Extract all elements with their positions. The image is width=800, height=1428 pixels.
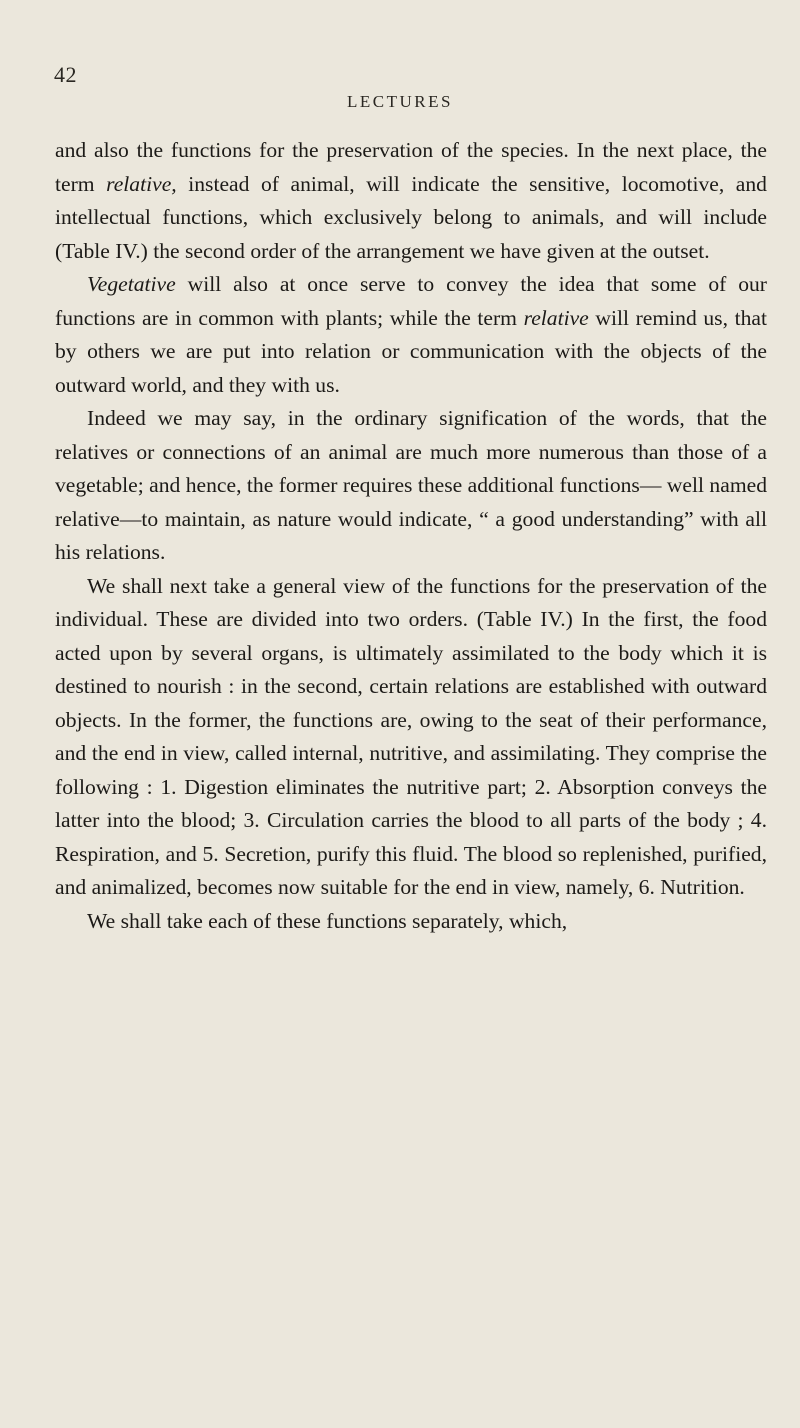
text-segment: instead of animal, will indicate the sensitive, locomotive, and intellectual functions, which exclusively belong to animals, and will include (Table IV.) the second order of the arrangement we have given at the outset. <box>55 171 767 263</box>
body-text <box>55 134 767 938</box>
paragraph <box>55 134 767 268</box>
paragraph <box>55 905 767 939</box>
italic-term: relative <box>523 305 589 330</box>
text-segment: We shall next take a general view of the functions for the preservation of the individual. These are divided into two orders. (Table IV.) In the first, the food acted upon by several organs, is ultimately assimilated to the body which it is destined to nourish : in the second, certain relations are established with outward objects. In the former, the functions are, owing to the seat of their performance, and the end in view, called internal, nutritive, and assimilating. They comprise the following : 1. Digestion eliminates the nutritive part; 2. Absorption conveys the latter into the blood; 3. Circulation carries the blood to all parts of the body ; 4. Respiration, and 5. Secretion, purify this fluid. The blood so replenished, purified, and animalized, becomes now suitable for the end in view, namely, 6. Nutrition. <box>55 573 767 899</box>
paragraph <box>55 570 767 905</box>
text-segment: will remind us, that by others we are put into relation or communication with the objects of the outward world, and they with us. <box>55 305 767 397</box>
text-segment: and also the functions for the preservation of the species. In the next place, the term <box>55 138 767 196</box>
italic-term: Vegetative <box>87 272 176 296</box>
italic-term: relative, <box>106 171 177 196</box>
paragraph <box>55 402 767 570</box>
text-segment: will also at once serve to convey the idea that some of our functions are in common with plants; while the term <box>55 272 767 330</box>
paragraph <box>55 268 767 402</box>
text-segment: We shall take each of these functions separately, which, <box>87 908 568 933</box>
running-head: LECTURES <box>347 92 453 111</box>
page-number: 42 <box>54 62 77 87</box>
text-segment: Indeed we may say, in the ordinary signification of the words, that the relatives or connections of an animal are much more numerous than those of a vegetable; and hence, the former requires these additional functions— well named relative—to maintain, as nature would indicate, “ a good understanding” with all his relations. <box>55 406 767 564</box>
